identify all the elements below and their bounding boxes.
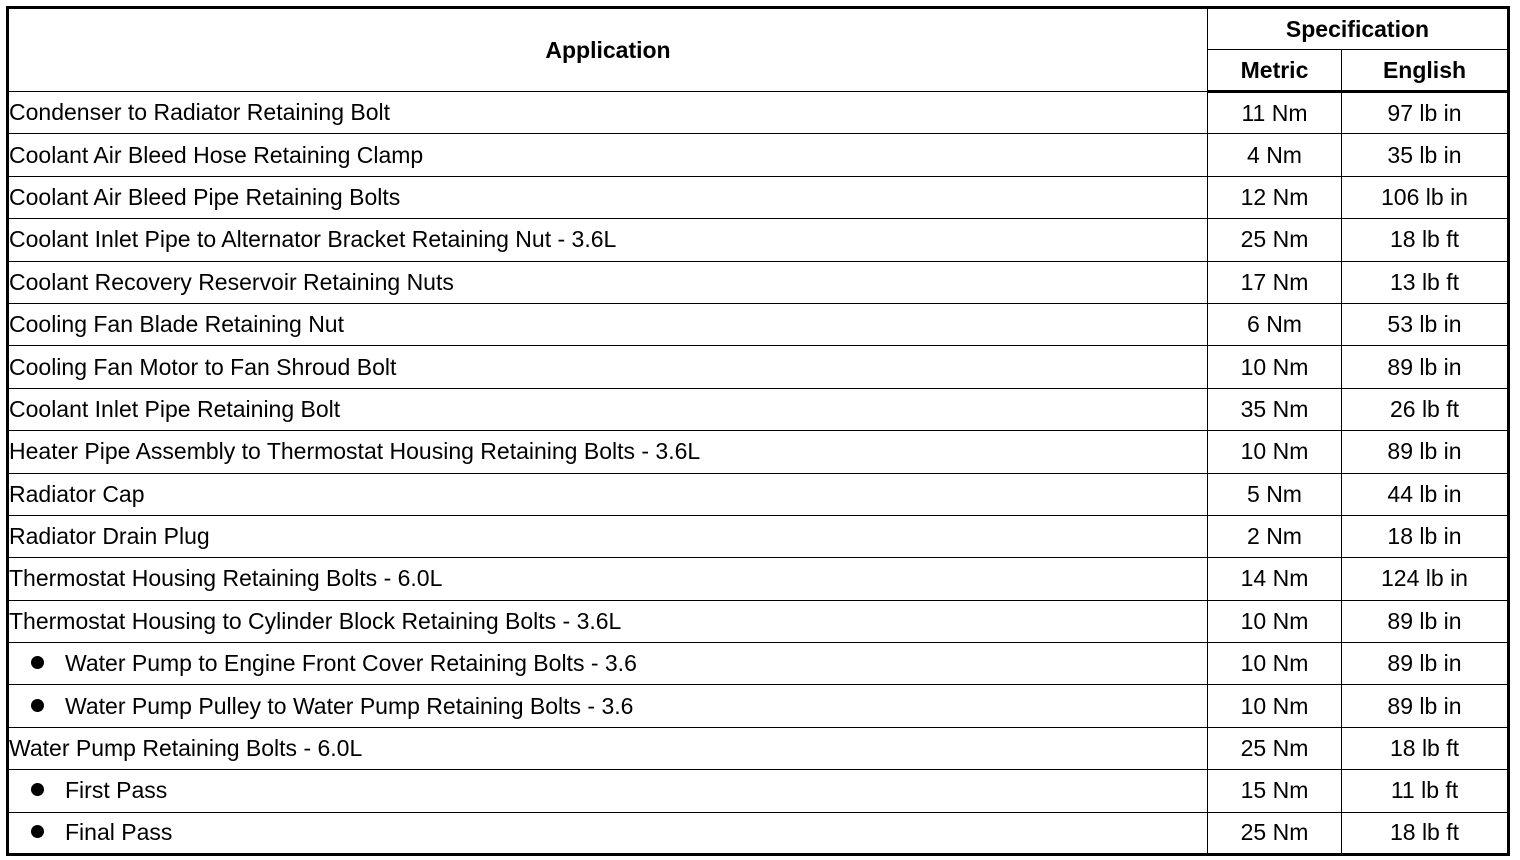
table-row bbox=[8, 176, 1509, 218]
application-cell bbox=[8, 727, 1208, 769]
table-row bbox=[8, 685, 1509, 727]
metric-cell: 25 Nm bbox=[1208, 219, 1342, 261]
application-text: Coolant Air Bleed Hose Retaining Clamp bbox=[9, 141, 424, 168]
table-row bbox=[8, 770, 1509, 812]
application-cell bbox=[8, 770, 1208, 812]
application-cell bbox=[8, 219, 1208, 261]
metric-cell: 6 Nm bbox=[1208, 303, 1342, 345]
bullet-icon bbox=[31, 656, 44, 669]
application-cell bbox=[8, 431, 1208, 473]
application-text: Cooling Fan Blade Retaining Nut bbox=[9, 311, 344, 338]
bullet-icon bbox=[31, 825, 44, 838]
english-cell: 89 lb in bbox=[1342, 643, 1509, 685]
application-cell bbox=[8, 515, 1208, 557]
metric-cell: 25 Nm bbox=[1208, 727, 1342, 769]
application-column-header: Application bbox=[8, 8, 1208, 92]
table-row bbox=[8, 727, 1509, 769]
table-row bbox=[8, 134, 1509, 176]
application-text: Final Pass bbox=[65, 819, 173, 846]
metric-cell: 35 Nm bbox=[1208, 388, 1342, 430]
application-text: Thermostat Housing Retaining Bolts - 6.0L bbox=[9, 565, 443, 592]
application-text: Radiator Cap bbox=[9, 480, 145, 507]
english-cell: 18 lb ft bbox=[1342, 219, 1509, 261]
application-cell bbox=[8, 134, 1208, 176]
english-cell: 26 lb ft bbox=[1342, 388, 1509, 430]
application-text: Radiator Drain Plug bbox=[9, 523, 210, 550]
application-text: First Pass bbox=[65, 777, 168, 804]
english-cell: 89 lb in bbox=[1342, 600, 1509, 642]
english-cell: 89 lb in bbox=[1342, 431, 1509, 473]
table-row bbox=[8, 219, 1509, 261]
table-row bbox=[8, 388, 1509, 430]
table-row bbox=[8, 515, 1509, 557]
table-row bbox=[8, 92, 1509, 134]
metric-cell: 25 Nm bbox=[1208, 812, 1342, 854]
application-text: Coolant Air Bleed Pipe Retaining Bolts bbox=[9, 183, 401, 210]
metric-cell: 11 Nm bbox=[1208, 92, 1342, 134]
english-cell: 18 lb ft bbox=[1342, 727, 1509, 769]
metric-column-header: Metric bbox=[1208, 50, 1342, 92]
table-header bbox=[8, 8, 1509, 92]
table-body bbox=[8, 92, 1509, 855]
application-cell bbox=[8, 261, 1208, 303]
metric-cell: 4 Nm bbox=[1208, 134, 1342, 176]
table-row bbox=[8, 600, 1509, 642]
application-cell bbox=[8, 92, 1208, 134]
table-row bbox=[8, 473, 1509, 515]
english-cell: 44 lb in bbox=[1342, 473, 1509, 515]
english-cell: 97 lb in bbox=[1342, 92, 1509, 134]
metric-cell: 10 Nm bbox=[1208, 431, 1342, 473]
application-cell bbox=[8, 176, 1208, 218]
metric-cell: 5 Nm bbox=[1208, 473, 1342, 515]
table-row bbox=[8, 812, 1509, 854]
application-text: Thermostat Housing to Cylinder Block Retaining Bolts - 3.6L bbox=[9, 607, 622, 634]
application-text: Water Pump to Engine Front Cover Retaining Bolts - 3.6 bbox=[65, 650, 637, 677]
header-row-top bbox=[8, 8, 1509, 50]
metric-cell: 2 Nm bbox=[1208, 515, 1342, 557]
application-text: Coolant Inlet Pipe to Alternator Bracket Retaining Nut - 3.6L bbox=[9, 226, 617, 253]
english-cell: 53 lb in bbox=[1342, 303, 1509, 345]
application-cell bbox=[8, 558, 1208, 600]
application-text: Water Pump Retaining Bolts - 6.0L bbox=[9, 735, 363, 762]
application-cell bbox=[8, 812, 1208, 854]
english-cell: 124 lb in bbox=[1342, 558, 1509, 600]
metric-cell: 12 Nm bbox=[1208, 176, 1342, 218]
application-cell bbox=[8, 346, 1208, 388]
table-row bbox=[8, 346, 1509, 388]
table-row bbox=[8, 303, 1509, 345]
application-cell bbox=[8, 643, 1208, 685]
metric-cell: 10 Nm bbox=[1208, 643, 1342, 685]
table-row bbox=[8, 643, 1509, 685]
application-text: Coolant Recovery Reservoir Retaining Nuts bbox=[9, 268, 454, 295]
bullet-icon bbox=[31, 699, 44, 712]
metric-cell: 10 Nm bbox=[1208, 346, 1342, 388]
metric-cell: 14 Nm bbox=[1208, 558, 1342, 600]
english-column-header: English bbox=[1342, 50, 1509, 92]
table-row bbox=[8, 431, 1509, 473]
application-cell bbox=[8, 388, 1208, 430]
english-cell: 89 lb in bbox=[1342, 685, 1509, 727]
application-cell bbox=[8, 473, 1208, 515]
table-row bbox=[8, 558, 1509, 600]
application-text: Coolant Inlet Pipe Retaining Bolt bbox=[9, 395, 341, 422]
application-cell bbox=[8, 685, 1208, 727]
english-cell: 13 lb ft bbox=[1342, 261, 1509, 303]
english-cell: 18 lb in bbox=[1342, 515, 1509, 557]
english-cell: 106 lb in bbox=[1342, 176, 1509, 218]
english-cell: 18 lb ft bbox=[1342, 812, 1509, 854]
application-cell bbox=[8, 303, 1208, 345]
application-text: Cooling Fan Motor to Fan Shroud Bolt bbox=[9, 353, 397, 380]
english-cell: 11 lb ft bbox=[1342, 770, 1509, 812]
metric-cell: 10 Nm bbox=[1208, 685, 1342, 727]
english-cell: 35 lb in bbox=[1342, 134, 1509, 176]
metric-cell: 15 Nm bbox=[1208, 770, 1342, 812]
metric-cell: 10 Nm bbox=[1208, 600, 1342, 642]
application-text: Heater Pipe Assembly to Thermostat Housing Retaining Bolts - 3.6L bbox=[9, 438, 701, 465]
metric-cell: 17 Nm bbox=[1208, 261, 1342, 303]
bullet-icon bbox=[31, 783, 44, 796]
table-row bbox=[8, 261, 1509, 303]
application-text: Condenser to Radiator Retaining Bolt bbox=[9, 99, 391, 126]
application-text: Water Pump Pulley to Water Pump Retaining Bolts - 3.6 bbox=[65, 692, 634, 719]
english-cell: 89 lb in bbox=[1342, 346, 1509, 388]
specification-column-header: Specification bbox=[1208, 8, 1509, 50]
torque-spec-table bbox=[6, 6, 1510, 856]
application-cell bbox=[8, 600, 1208, 642]
